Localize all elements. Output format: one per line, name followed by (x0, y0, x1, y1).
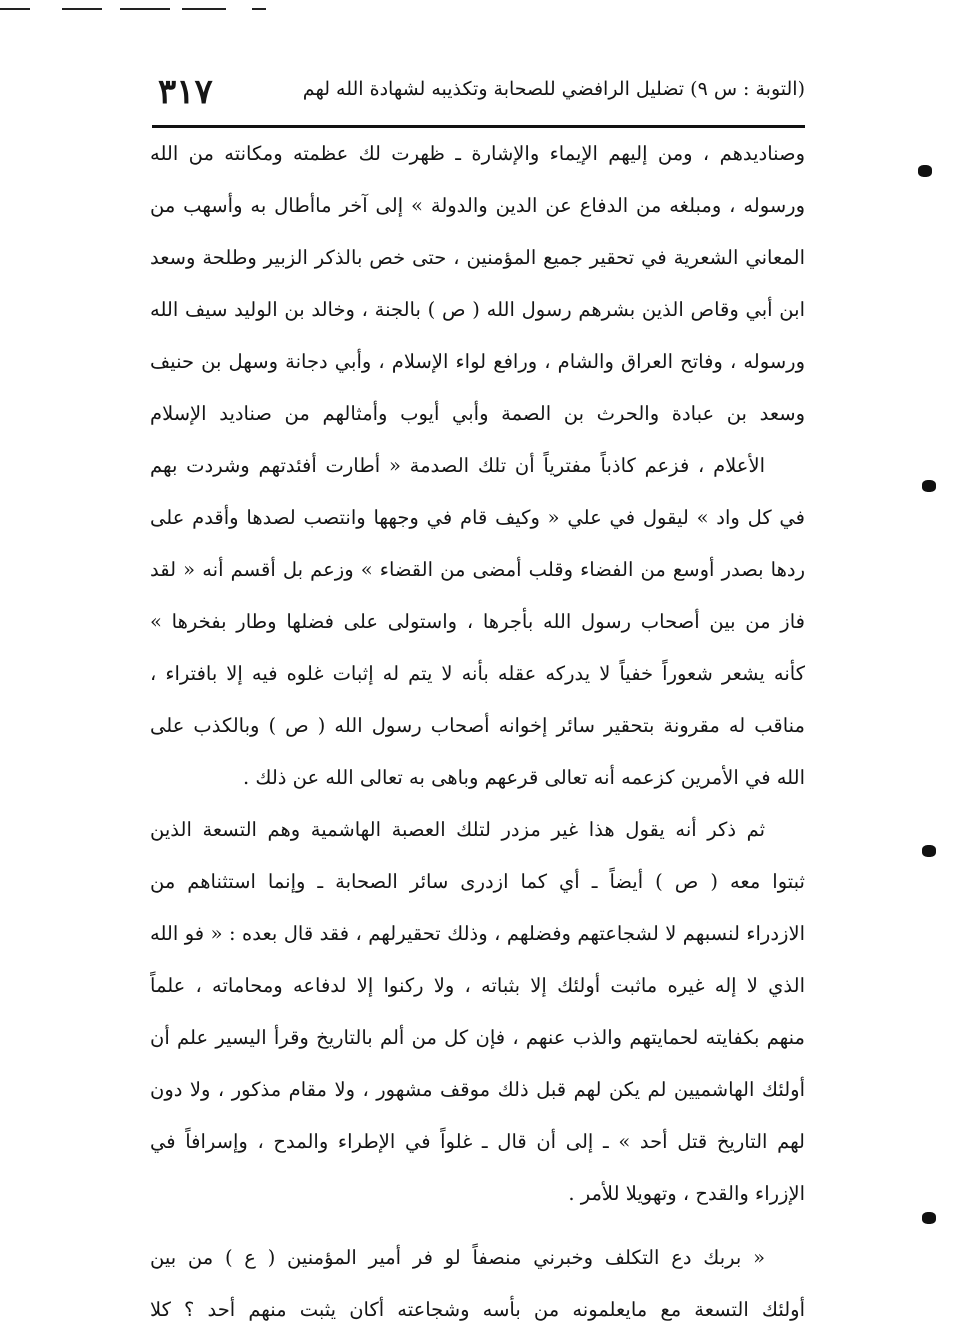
text-line: مناقب له مقرونة بتحقير سائر إخوانه أصحاب رسول الله ( ص ) وبالكذب على (150, 714, 805, 737)
text-line: أولئك التسعة مع مايعلمونه من بأسه وشجاعته أكان يثبت منهم أحد ؟ كلا (150, 1298, 805, 1321)
scan-edge-marks (0, 0, 973, 14)
text-line: لهم التاريخ قتل أحد » ـ إلى أن قال ـ غلواً في الإطراء والمدح ، وإسرافاً في (150, 1130, 805, 1153)
text-line: كأنه يشعر شعوراً خفياً لا يدركه عقله بأنه لا يتم له إثبات غلوه فيه إلا بافتراء ، (150, 662, 805, 685)
margin-ink-mark (922, 480, 936, 492)
text-line: وصناديدهم ، ومن إليهم الإيماء والإشارة ـ ظهرت لك عظمته ومكانته من الله (150, 142, 805, 165)
text-line: ورسوله ، وفاتح العراق والشام ، ورافع لواء الإسلام ، وأبي دجانة وسهل بن حنيف (150, 350, 805, 373)
page-number: ٣١٧ (158, 72, 213, 112)
text-line: ردها بصدر أوسع من الفضاء وقلب أمضى من القضاء » وزعم بل أقسم أنه « لقد (150, 558, 805, 581)
text-line: « بربك دع التكلف وخبرني منصفاً لو فر أمير المؤمنين ( ع ) من بين (150, 1246, 765, 1269)
text-line: في كل واد » ليقول في علي « وكيف قام في وجهها وانتصب لصدها وأقدم على (150, 506, 805, 529)
text-line: الله في الأمرين كزعمه أنه تعالى قرعهم وباهى به تعالى الله عن ذلك . (243, 766, 805, 789)
page-header (150, 72, 805, 116)
text-line: أولئك الهاشميين لم يكن لهم قبل ذلك موقف مشهور ، ولا مقام مذكور ، ولا دون (150, 1078, 805, 1101)
text-line: ثم ذكر أنه يقول هذا غير مزدر لتلك العصبة الهاشمية وهم التسعة الذين (150, 818, 765, 841)
body-text (150, 128, 805, 1321)
margin-ink-mark (922, 845, 936, 857)
text-line: وسعد بن عبادة والحرث بن الصمة وأبي أيوب وأمثالهم من صناديد الإسلام (150, 402, 805, 425)
text-line: الإزراء والقدح ، وتهويلا للأمر . (568, 1182, 805, 1205)
text-line: المعاني الشعرية في تحقير جميع المؤمنين ، حتى خص بالذكر الزبير وطلحة وسعد (150, 246, 805, 269)
margin-ink-mark (918, 165, 932, 177)
text-line: منهم بكفايته لحمايتهم والذب عنهم ، فإن كل من ألم بالتاريخ وقرأ اليسير علم أن (150, 1026, 805, 1049)
running-title: (التوبة : س ٩) تضليل الرافضي للصحابة وتكذيبه لشهادة الله لهم (302, 78, 805, 100)
text-line: فاز من بين أصحاب رسول الله بأجرها ، واستولى على فضلها وطار بفخرها » (150, 610, 805, 633)
text-line: ابن أبي وقاص الذين بشرهم رسول الله ( ص ) بالجنة ، وخالد بن الوليد سيف الله (150, 298, 805, 321)
text-line: الأعلام ، فزعم كاذباً مفترياً أن تلك الصدمة « أطارت أفئدتهم وشردت بهم (150, 454, 765, 477)
text-line: ثبتوا معه ( ص ) أيضاً ـ أي كما ازدرى سائر الصحابة ـ وإنما استثناهم من (150, 870, 805, 893)
margin-ink-mark (922, 1212, 936, 1224)
text-line: الازدراء لنسبهم لا لشجاعتهم وفضلهم ، وذلك تحقيرلهم ، فقد قال بعده : « فو الله (150, 922, 805, 945)
text-line: ورسوله ، ومبلغه من الدفاع عن الدين والدولة » إلى آخر ماأطال به وأسهب من (150, 194, 805, 217)
text-line: الذي لا إله غيره ماثبت أولئك إلا بثباته ، ولا ركنوا إلا لدفاعه ومحاماته ، علماً (150, 974, 805, 997)
